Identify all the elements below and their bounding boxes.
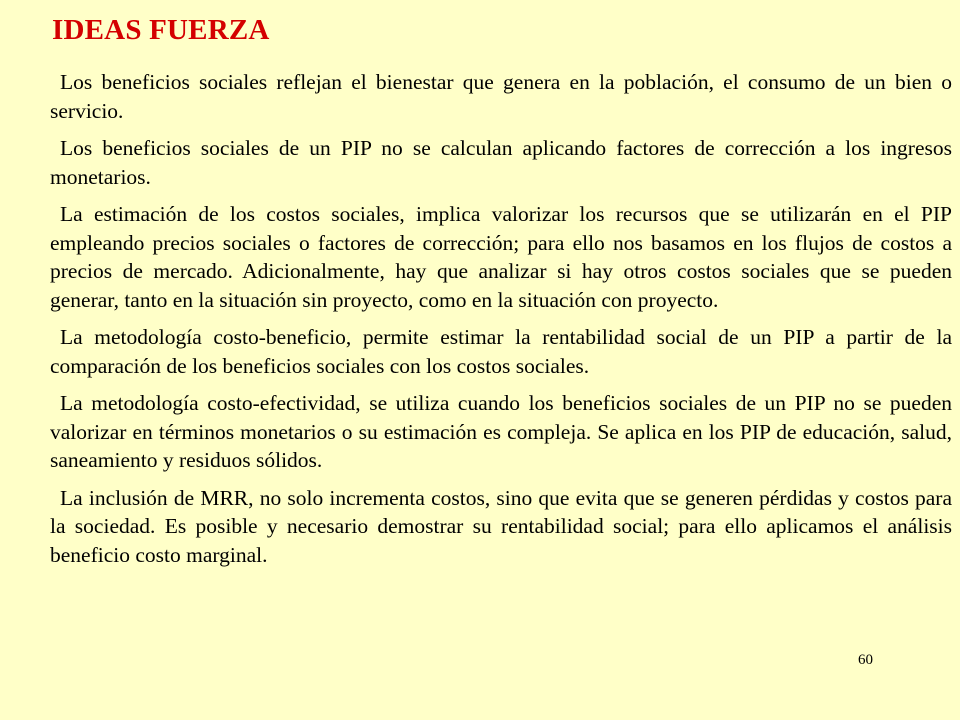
paragraph-costo-efectividad: La metodología costo-efectividad, se utiliza cuando los beneficios sociales de un PIP no se pueden valorizar en términos monetarios o su estimación es compleja. Se aplica en los PIP de educación, salud, saneamiento y residuos sólidos. bbox=[50, 391, 952, 472]
paragraph-mrr: La inclusión de MRR, no solo incrementa costos, sino que evita que se generen pérdidas y costos para la sociedad. Es posible y necesario demostrar su rentabilidad social; para ello aplicamos el análisis beneficio costo marginal. bbox=[50, 485, 952, 567]
slide-title: IDEAS FUERZA bbox=[52, 14, 270, 46]
paragraph-beneficios-bienestar: Los beneficios sociales reflejan el bienestar que genera en la población, el consumo de un bien o servicio. bbox=[50, 70, 952, 123]
paragraph-costos-sociales: La estimación de los costos sociales, implica valorizar los recursos que se utilizarán en el PIP empleando precios sociales o factores de corrección; para ello nos basamos en los flujos de costos a precios de mercado. Adicionalmente, hay que analizar si hay otros costos sociales que se pueden generar, tanto en la situación sin proyecto, como en la situación con proyecto. bbox=[50, 202, 952, 312]
page-number: 60 bbox=[858, 652, 873, 668]
paragraph-costo-beneficio: La metodología costo-beneficio, permite estimar la rentabilidad social de un PIP a partir de la comparación de los beneficios sociales con los costos sociales. bbox=[50, 325, 952, 378]
paragraph-beneficios-correccion: Los beneficios sociales de un PIP no se calculan aplicando factores de corrección a los ingresos monetarios. bbox=[50, 136, 952, 189]
slide-body bbox=[50, 68, 952, 578]
